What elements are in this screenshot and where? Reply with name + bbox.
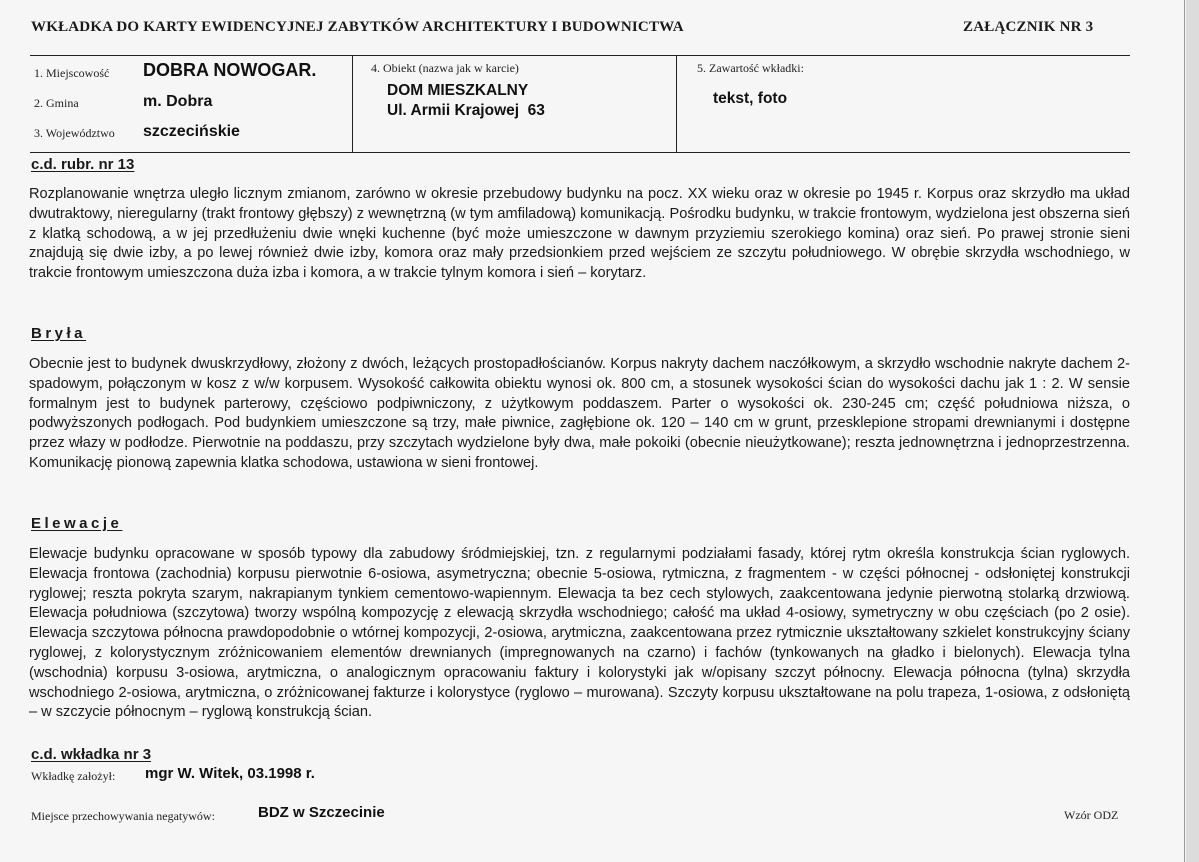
bryla-paragraph: Obecnie jest to budynek dwuskrzydłowy, złożony z dwóch, leżących prostopadłościanów. Korpus nakryty dachem naczółkowym, a skrzydło wschodnie nakryte dachem 2-spadowym, połączonym w kosz z w/w korpusem. Wysokość całkowita obiektu wynosi ok. 800 cm, a stosunek wysokości ścian do wysokości dachu jak 1 : 2. W sensie formalnym jest to budynek parterowy, częściowo podpiwniczony, z użytkowym poddaszem. Parter o wysokości ok. 230-245 cm; część południowa niższa, o podwyższonych podłogach. Pod budynkiem umieszczone są trzy, małe piwnice, zagłębione ok. 120 – 140 cm w grunt, przesklepione stropami drewnianymi i dostępne przez włazy w podłodze. Pierwotnie na poddaszu, przy szczytach wydzielone były dwa, małe pokoiki (obecnie nieużytkowane); reszta jednownętrzna i jednoprzestrzenna. Komunikację pionową zapewnia klatka schodowa, ustawiona w sieni frontowej. <box>29 356 1130 471</box>
scan-edge-line <box>1184 0 1185 862</box>
commune-label: 2. Gmina <box>34 96 79 110</box>
field-divider-2 <box>676 55 677 152</box>
contents-label: 5. Zawartość wkładki: <box>697 61 804 75</box>
header-bottom-rule <box>30 152 1130 153</box>
author-value: mgr W. Witek, 03.1998 r. <box>145 765 315 782</box>
voivodeship-label: 3. Województwo <box>34 126 115 140</box>
contents-value: tekst, foto <box>713 90 788 107</box>
field-divider-1 <box>352 55 353 152</box>
elewacje-paragraph: Elewacje budynku opracowane w sposób typowy dla zabudowy śródmiejskiej, tzn. z regularnymi podziałami fasady, której rytm określa konstrukcja ścian ryglowych. Elewacja frontowa (zachodnia) korpusu pierwotnie 6-osiowa, asymetryczna; obecnie 5-osiowa, rytmiczna, z fragmentem - w części północnej - odsłoniętej konstrukcji ryglowej; reszta pokryta szarym, nakrapianym tynkiem cementowo-wapiennym. Elewacja ta bez cech stylowych, zaakcentowana jedynie pierwotną stolarką drzwiową. Elewacja południowa (szczytowa) tworzy wspólną kompozycję z elewacją skrzydła wschodniego; całość ma układ 4-osiowy, symetryczny w obu częściach (po 2 osie). Elewacja szczytowa północna prawdopodobnie o wtórnej kompozycji, 2-osiowa, arytmiczna, zaakcentowana przez rytmicznie ukształtowany szkielet konstrukcyjny ściany ryglowej, z kolorystycznym zróżnicowaniem elementów drewnianych (impregnowanych na czarno) i fachów (tynkowanych na gładko i bielonych). Elewacja tylna (wschodnia) korpusu 3-osiowa, arytmiczna, o analogicznym opracowaniu faktury i kolorystyki jak w/opisany szczyt północny. Elewacja północna (tylna) skrzydła wschodniego 2-osiowa, arytmiczna, o zróżnicowanej fakturze i kolorystyce (ryglowo – murowana). Szczyty korpusu ukształtowane na polu trapeza, 1-osiowa, z odsłoniętą – w szczycie północnym – ryglową konstrukcją ścian. <box>29 546 1130 721</box>
annex-number: ZAŁĄCZNIK NR 3 <box>963 19 1094 35</box>
negatives-location-value: BDZ w Szczecinie <box>258 804 385 821</box>
locality-value: DOBRA NOWOGAR. <box>143 60 317 80</box>
object-name: DOM MIESZKALNY <box>387 82 529 99</box>
voivodeship-value: szczecińskie <box>143 123 240 140</box>
interior-layout-paragraph: Rozplanowanie wnętrza uległo licznym zmianom, zarówno w okresie przebudowy budynku na pocz. XX wieku oraz w okresie po 1945 r. Korpus oraz skrzydło ma układ dwutraktowy, nieregularny (trakt frontowy głębszy) z wewnętrzną (w tym amfiladową) komunikacją. Pośrodku budynku, w trakcie frontowym, wydzielona jest obszerna sień z klatką schodową, a w jej przedłużeniu dwie wnęki kuchenne (być może umieszczone w dawnym przyziemiu szerokiego komina) oraz sień. Po prawej stronie sieni znajdują się dwie izby, a po lewej również dwie izby, komora oraz mały przedsionkiem przed wejściem ze szczytu południowego. W obrębie skrzydła wschodniego, w trakcie frontowym umieszczona duża izba i komora, a w trakcie tylnym komora i sień – korytarz. <box>29 186 1130 282</box>
template-label: Wzór ODZ <box>1064 808 1119 822</box>
document-title: WKŁADKA DO KARTY EWIDENCYJNEJ ZABYTKÓW ARCHITEKTURY I BUDOWNICTWA <box>31 19 684 35</box>
negatives-location-label: Miejsce przechowywania negatywów: <box>31 809 215 823</box>
section-heading-elewacje: Elewacje <box>31 515 123 532</box>
commune-value: m. Dobra <box>143 93 213 110</box>
scan-edge <box>1186 0 1199 862</box>
author-label: Wkładkę założył: <box>31 769 116 783</box>
object-address: Ul. Armii Krajowej 63 <box>387 102 545 119</box>
locality-label: 1. Miejscowość <box>34 66 110 80</box>
object-label: 4. Obiekt (nazwa jak w karcie) <box>371 61 519 75</box>
continuation-heading: c.d. rubr. nr 13 <box>31 156 135 173</box>
continued-insert-label: c.d. wkładka nr 3 <box>31 746 152 763</box>
header-top-rule <box>30 55 1130 56</box>
section-heading-bryla: Bryła <box>31 325 87 342</box>
